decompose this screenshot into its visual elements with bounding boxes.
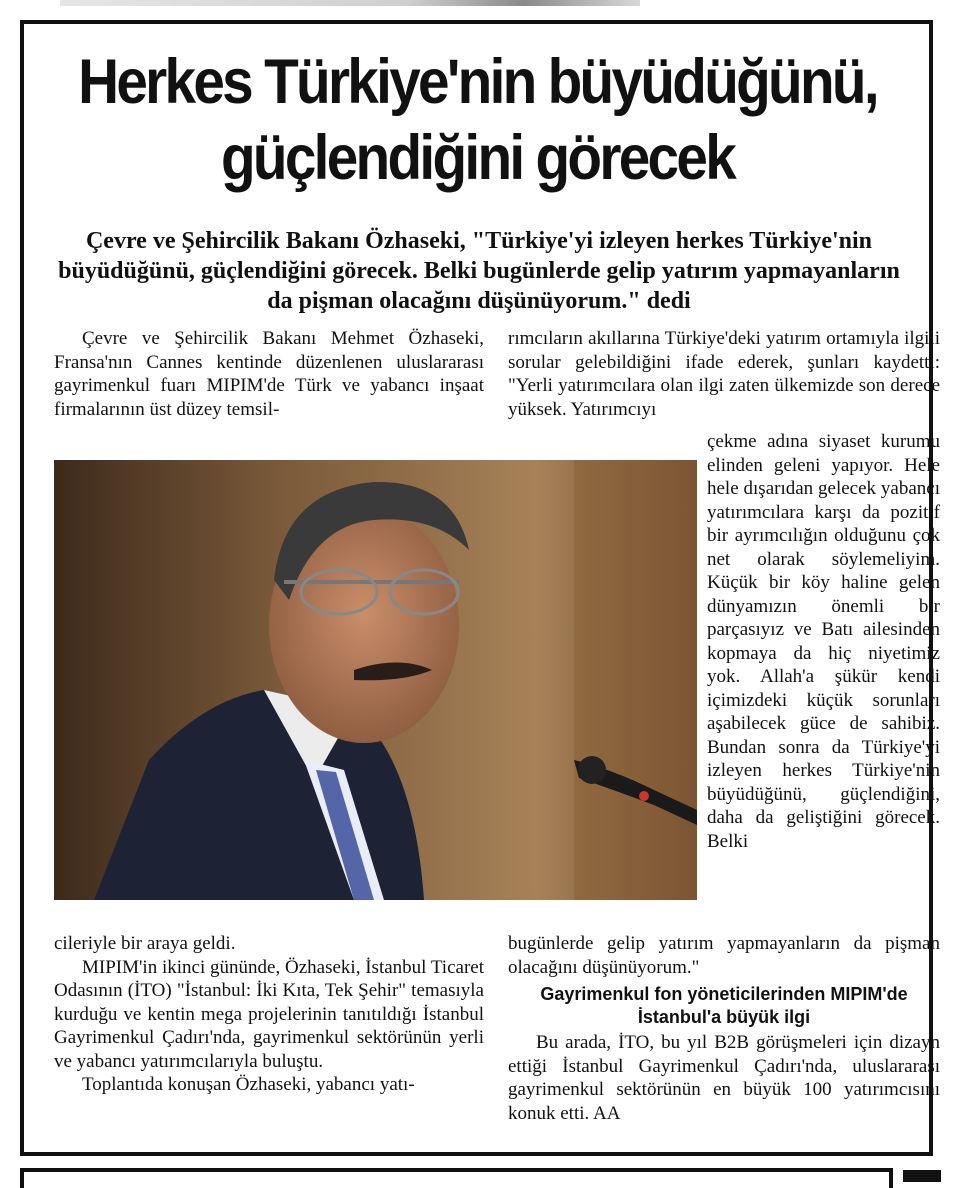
column-1-bottom <box>54 932 484 1097</box>
next-article-frame <box>20 1168 893 1188</box>
column-2-narrow <box>707 430 940 853</box>
paragraph: rımcıların akıllarına Türkiye'deki yatırım ortamıyla ilgili sorular gelebildiğini ifade ederek, şunları kaydetti: "Yerli yatırımcılara olan ilgi zaten ülkemizde son derece yüksek. Yatırımcıyı <box>508 328 940 420</box>
paragraph: bugünlerde gelip yatırım yapmayanların da pişman olacağını düşünüyorum." <box>508 933 940 978</box>
paragraph: Toplantıda konuşan Özhaseki, yabancı yatı- <box>82 1074 415 1095</box>
corner-block <box>903 1170 941 1182</box>
subheading: Gayrimenkul fon yöneticilerinden MIPIM'de İstanbul'a büyük ilgi <box>540 984 908 1027</box>
top-strip <box>0 0 955 10</box>
column-2-top <box>508 327 940 421</box>
minister-photo <box>54 460 697 900</box>
paragraph: MIPIM'in ikinci gününde, Özhaseki, İstanbul Ticaret Odasının (İTO) "İstanbul: İki Kıta, Tek Şehir" temasıyla kurduğu ve kentin mega projelerinin tanıtıldığı İstanbul Gayrimenkul Çadırı'nda, gayrimenkul sektörünün yerli ve yabancı yatırımcılarıyla buluştu. <box>54 956 484 1072</box>
headline: Herkes Türkiye'nin büyüdüğünü, güçlendiğini görecek <box>78 47 877 193</box>
column-1-top <box>54 327 484 421</box>
deck: Çevre ve Şehircilik Bakanı Özhaseki, "Türkiye'yi izleyen herkes Türkiye'nin büyüdüğünü, güçlendiğini görecek. Belki bugünlerde gelip yatırım yapmayanların da pişman olacağını düşünüyorum." dedi <box>58 228 900 314</box>
photo <box>54 460 697 900</box>
paragraph: Çevre ve Şehircilik Bakanı Mehmet Özhaseki, Fransa'nın Cannes kentinde düzenlenen uluslararası gayrimenkul fuarı MIPIM'de Türk ve yabancı inşaat firmalarının üst düzey temsil- <box>54 328 484 420</box>
paragraph: cileriyle bir araya geldi. <box>54 933 236 954</box>
column-2-bottom <box>508 932 940 1125</box>
paragraph: çekme adına siyaset kurumu elinden geleni yapıyor. Hele hele dışarıdan gelecek yabancı yatırımcılara karşı da pozitif bir ayrımcılığın olduğunu çok net olarak söylemeliyim. Küçük bir köy haline gelen dünyamızın önemli bir parçasıyız ve Batı ailesinden kopmaya da hiç niyetimiz yok. Allah'a şükür kendi içimizdeki küçük sorunları aşabilecek güce de sahibiz. Bundan sonra da Türkiye'yi izleyen herkes Türkiye'nin büyüdüğünü, güçlendiğini, daha da geliştiğini görecek. Belki <box>707 431 940 852</box>
paragraph: Bu arada, İTO, bu yıl B2B görüşmeleri için dizayn ettiği İstanbul Gayrimenkul Çadırı'nda, uluslararası gayrimenkul sektörünün en büyük 100 yatırımcısını konuk etti. AA <box>508 1032 940 1124</box>
previous-article-edge <box>60 0 640 6</box>
